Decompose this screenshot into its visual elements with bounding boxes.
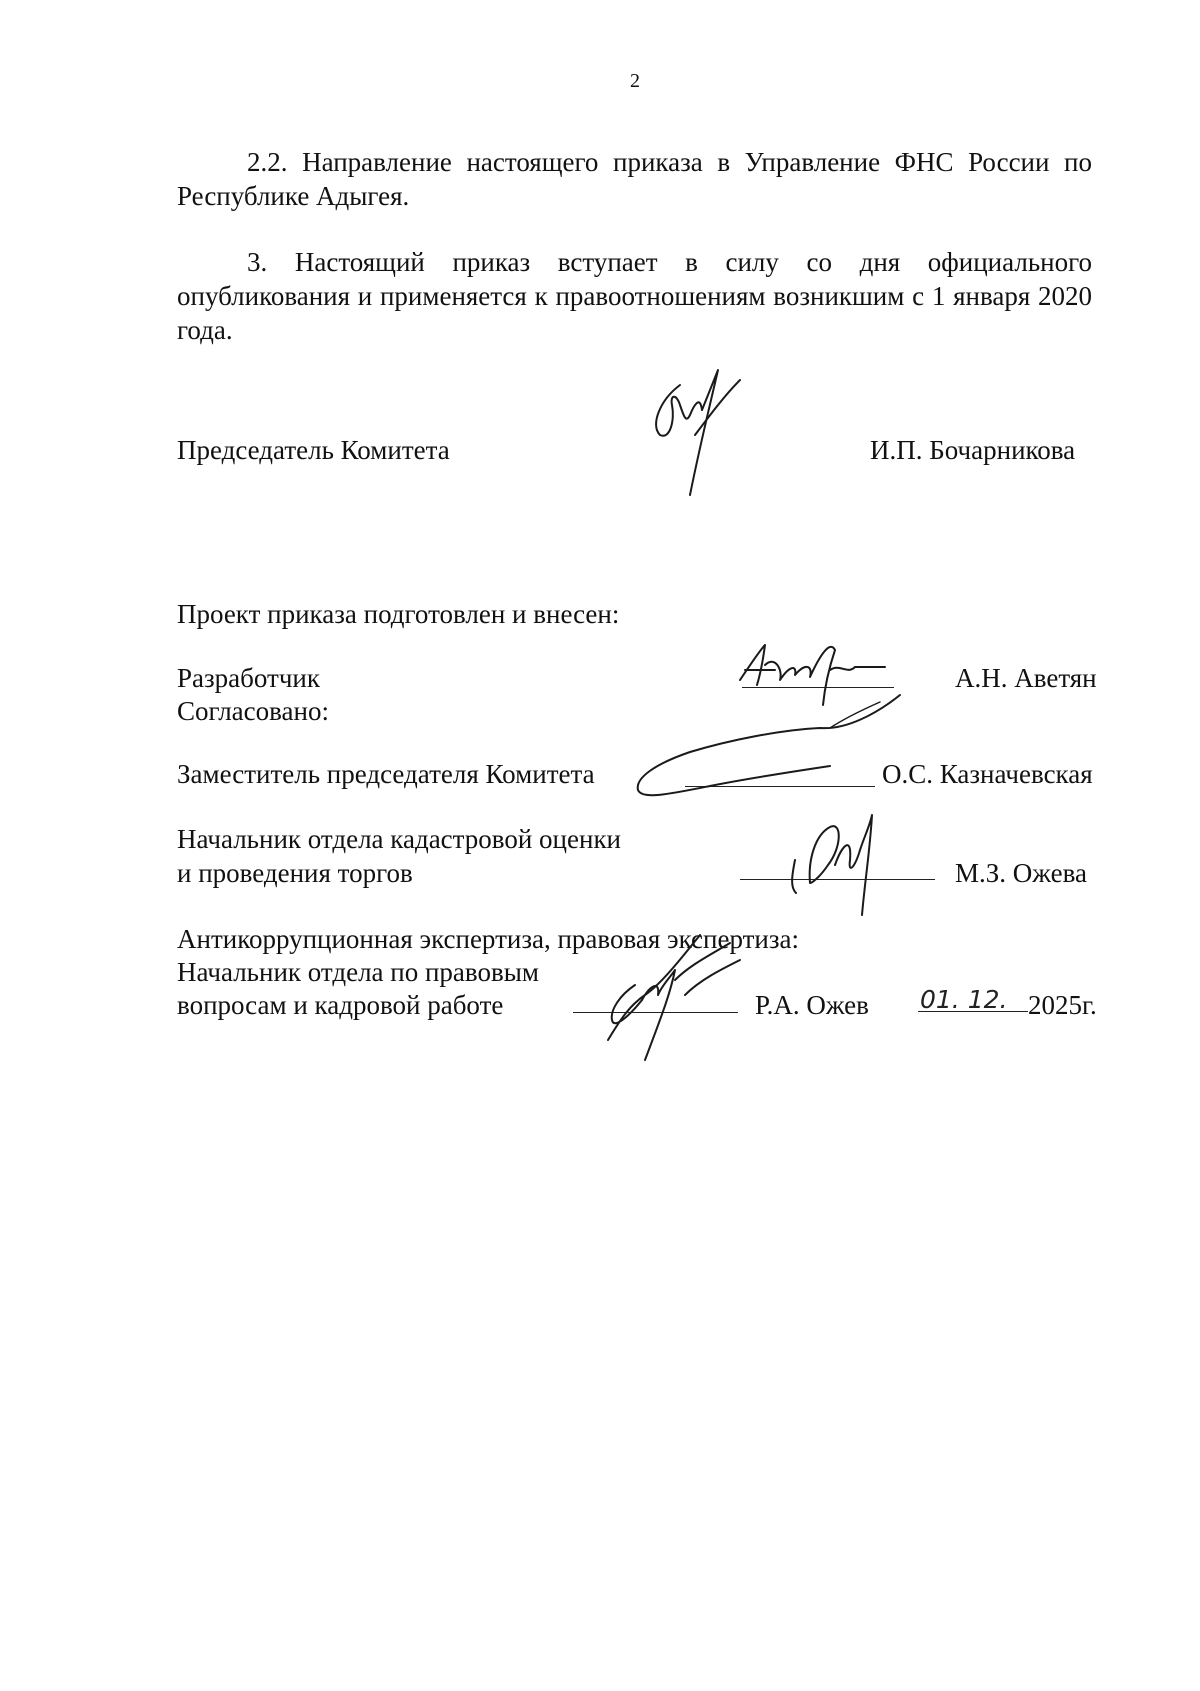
paragraph-3: 3. Настоящий приказ вступает в силу со дня официального опубликования и применяется к правоотношениям возникшим с 1 января 2020 года. (177, 247, 1092, 345)
handwritten-date: 01. 12. (920, 985, 1008, 1014)
agreed-label: Согласовано: (177, 696, 329, 726)
page-number: 2 (630, 70, 640, 92)
developer-name: А.Н. Аветян (955, 663, 1097, 693)
chairman-name: И.П. Бочарникова (870, 435, 1076, 465)
deputy-title: Заместитель председателя Комитета (177, 759, 595, 789)
chairman-signature (640, 365, 750, 500)
cadastral-head-title-line1: Начальник отдела кадастровой оценки (177, 824, 622, 854)
deputy-signature (630, 690, 910, 805)
expertise-title-line1: Начальник отдела по правовым (177, 957, 539, 987)
date-year: 2025г. (1028, 990, 1097, 1020)
developer-title: Разработчик (177, 663, 320, 693)
cadastral-head-title-line2: и проведения торгов (177, 858, 413, 888)
prepared-by-heading: Проект приказа подготовлен и внесен: (177, 599, 620, 629)
expertise-heading: Антикоррупционная экспертиза, правовая экспертиза: (177, 924, 800, 954)
deputy-name: О.С. Казначевская (882, 759, 1093, 789)
cadastral-head-signature (780, 805, 890, 920)
expertise-signature (590, 925, 770, 1065)
expertise-name: Р.А. Ожев (755, 990, 869, 1020)
chairman-title: Председатель Комитета (177, 435, 450, 465)
expertise-title-line2: вопросам и кадровой работе (177, 990, 504, 1020)
paragraph-2-2: 2.2. Направление настоящего приказа в Управление ФНС России по Республике Адыгея. (177, 147, 1092, 211)
cadastral-head-name: М.З. Ожева (955, 858, 1087, 888)
